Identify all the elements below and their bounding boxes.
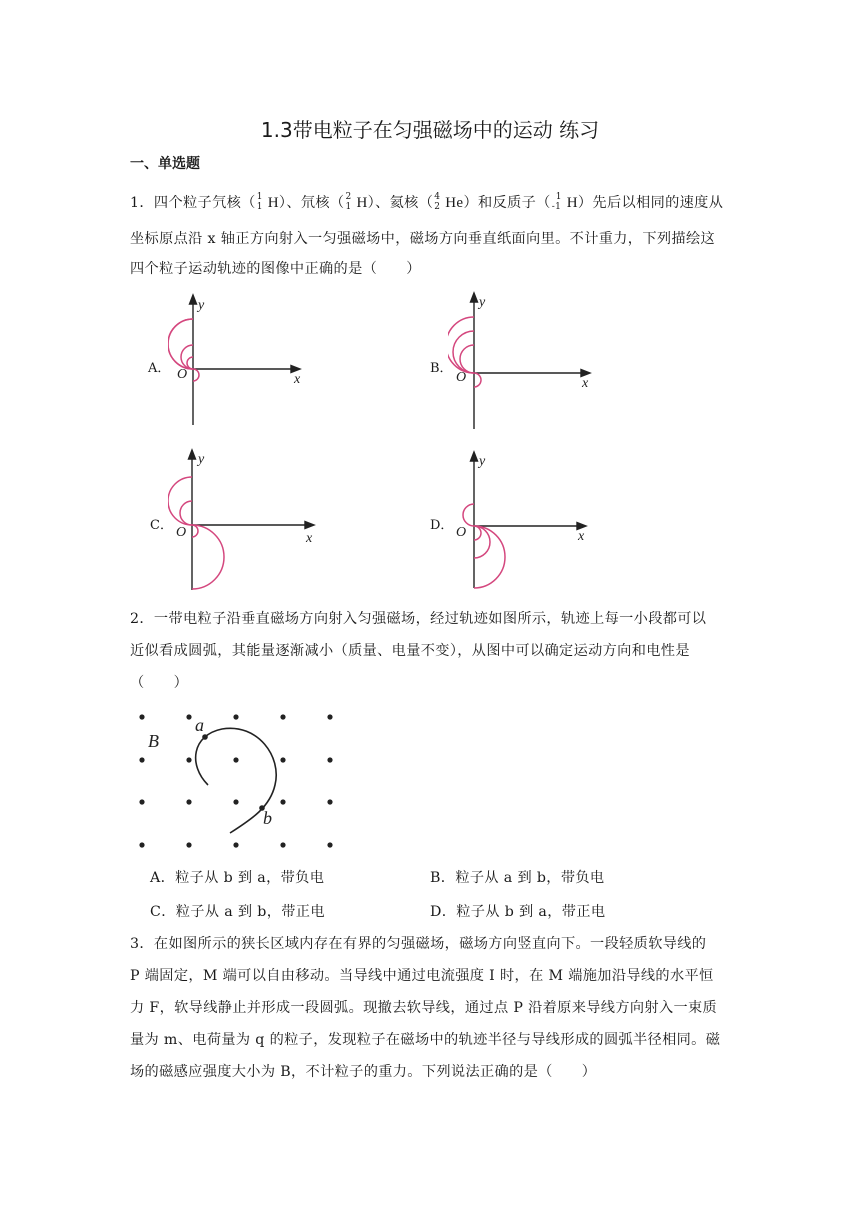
svg-text:O: O [456, 525, 467, 540]
axis-x-label: x [294, 372, 301, 387]
q2-option-d[interactable]: D．粒子从 b 到 a，带正电 [430, 904, 606, 920]
q1-option-a-figure[interactable] [168, 293, 318, 428]
q1-line2: 坐标原点沿 x 轴正方向射入一匀强磁场中，磁场方向垂直纸面向里。不计重力，下列描绘这 [130, 231, 716, 247]
axis-origin-label: O [177, 367, 188, 382]
svg-text:x: x [306, 531, 313, 546]
svg-text:O: O [176, 525, 187, 540]
q1-option-b-label[interactable]: B． [430, 361, 453, 376]
isotope-he4-index: 4 2 [434, 192, 441, 212]
q1-option-a-label[interactable]: A． [148, 361, 171, 376]
q1-line1: 1．四个粒子氕核（ 1 1 H）、氘核（ 2 1 H）、氦核（ 4 2 He）和反质子（ 1 -1 H）先后以相同的速度从 [130, 191, 723, 215]
isotope-antiproton-index: 1 -1 [551, 192, 562, 212]
q2-option-b[interactable]: B．粒子从 a 到 b，带负电 [430, 870, 605, 886]
svg-text:y: y [479, 454, 486, 469]
q2-line3: （ ） [130, 675, 189, 691]
q1-option-b-figure[interactable] [448, 291, 598, 431]
label-b: b [263, 808, 272, 828]
point-a [202, 734, 208, 740]
q1-line3: 四个粒子运动轨迹的图像中正确的是（ ） [130, 261, 421, 277]
q2-option-c[interactable]: C．粒子从 a 到 b，带正电 [150, 904, 325, 920]
q2-line1: 2．一带电粒子沿垂直磁场方向射入匀强磁场，经过轨迹如图所示，轨迹上每一小段都可以 [130, 611, 707, 627]
q3-line4: 量为 m、电荷量为 q 的粒子，发现粒子在磁场中的轨迹半径与导线形成的圆弧半径相同。磁 [130, 1032, 721, 1048]
isotope-he4-symbol: He [445, 195, 464, 211]
svg-text:x: x [582, 376, 589, 391]
q2-line2: 近似看成圆弧，其能量逐渐减小（质量、电量不变），从图中可以确定运动方向和电性是 [130, 643, 690, 659]
label-a: a [195, 715, 204, 735]
label-field-B: B [148, 731, 159, 751]
q3-line1: 3．在如图所示的狭长区域内存在有界的匀强磁场，磁场方向竖直向下。一段轻质软导线的 [130, 936, 707, 952]
q1-option-d-figure[interactable] [448, 450, 598, 590]
svg-text:O: O [456, 370, 467, 385]
svg-text:y: y [479, 295, 486, 310]
svg-text:x: x [578, 529, 585, 544]
isotope-h1-index: 1 1 [256, 192, 263, 212]
svg-text:y: y [198, 452, 205, 467]
section-heading: 一、单选题 [130, 156, 200, 172]
q3-line5: 场的磁感应强度大小为 B，不计粒子的重力。下列说法正确的是（ ） [130, 1064, 597, 1080]
page-title: 1.3带电粒子在匀强磁场中的运动 练习 [260, 118, 600, 142]
q1-option-d-label[interactable]: D． [430, 518, 454, 533]
q3-line3: 力 F，软导线静止并形成一段圆弧。现撤去软导线，通过点 P 沿着原来导线方向射入一束质 [130, 1000, 718, 1016]
isotope-h2-index: 2 1 [345, 192, 352, 212]
isotope-h2-symbol: H [356, 195, 368, 211]
axis-y-label: y [198, 298, 205, 313]
q1-option-c-figure[interactable] [168, 448, 323, 593]
q3-line2: P 端固定，M 端可以自由移动。当导线中通过电流强度 I 时，在 M 端施加沿导线的水平恒 [130, 968, 714, 984]
q1-option-c-label[interactable]: C． [150, 518, 173, 533]
isotope-h1-symbol: H [267, 195, 279, 211]
field-dots [139, 714, 332, 847]
q2-option-a[interactable]: A．粒子从 b 到 a，带负电 [150, 870, 325, 886]
isotope-antiproton-symbol: H [566, 195, 578, 211]
q2-magnetic-field-figure [130, 705, 345, 855]
